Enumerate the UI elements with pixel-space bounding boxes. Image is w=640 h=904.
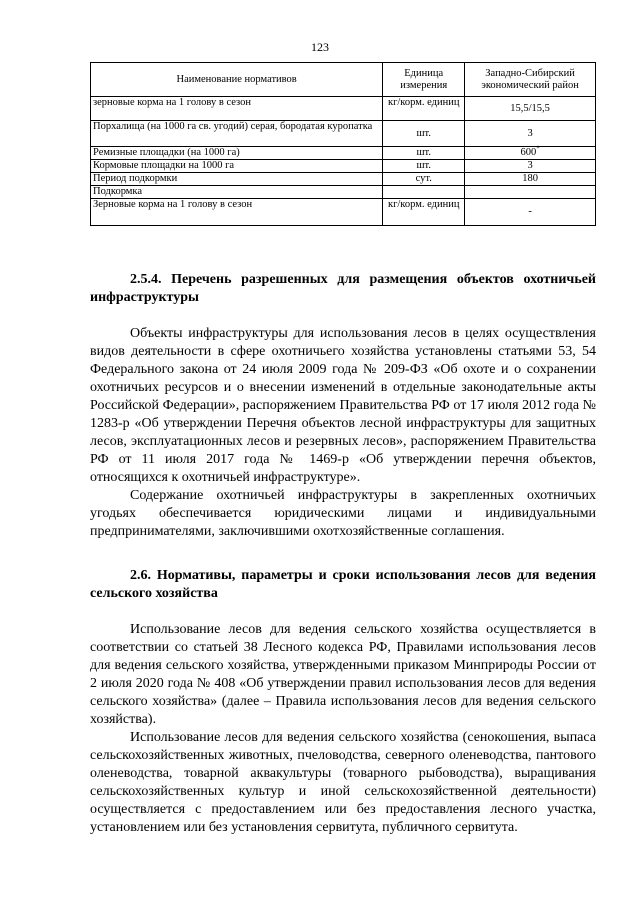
table-row — [91, 186, 596, 199]
norms-table — [90, 62, 596, 226]
cell-name: Период подкормки — [91, 173, 383, 186]
table-row — [91, 147, 596, 160]
header-unit: Единица измерения — [383, 63, 465, 97]
cell-unit: кг/корм. единиц — [383, 199, 465, 226]
section-2-6 — [90, 567, 596, 837]
section-heading: 2.6. Нормативы, параметры и сроки использования лесов для ведения сельского хозяйства — [90, 568, 596, 601]
cell-name: Порхалища (на 1000 га св. угодий) серая, бородатая куропатка — [91, 121, 383, 147]
header-name: Наименование нормативов — [91, 63, 383, 97]
section-2-5-4 — [90, 271, 596, 541]
table-header-row — [91, 63, 596, 97]
section-heading: 2.5.4. Перечень разрешенных для размещения объектов охотничьей инфраструктуры — [90, 272, 596, 305]
cell-value: 15,5/15,5 — [465, 97, 596, 121]
cell-name: Ремизные площадки (на 1000 га) — [91, 147, 383, 160]
table-row — [91, 121, 596, 147]
cell-unit: шт. — [383, 160, 465, 173]
table-row — [91, 199, 596, 226]
paragraph: Использование лесов для ведения сельского хозяйства осуществляется в соответствии со статьей 38 Лесного кодекса РФ, Правилами использования лесов для ведения сельского хозяйства, утвержденными приказом Минприроды России от 2 июля 2020 года № 408 «Об утверждении правил использования лесов для ведения сельского хозяйства» (далее – Правила использования лесов для ведения сельского хозяйства). — [90, 622, 596, 727]
cell-value: 180 — [465, 173, 596, 186]
paragraph: Содержание охотничьей инфраструктуры в закрепленных охотничьих угодьях обеспечивается юридическими лицами и индивидуальными предпринимателями, заключившими охотхозяйственные соглашения. — [90, 488, 596, 539]
cell-name: зерновые корма на 1 голову в сезон — [91, 97, 383, 121]
cell-value — [465, 186, 596, 199]
cell-name: Подкормка — [91, 186, 383, 199]
cell-value-text: 600 — [520, 147, 537, 158]
cell-value — [465, 144, 596, 160]
cell-unit: шт. — [383, 121, 465, 147]
cell-unit: сут. — [383, 173, 465, 186]
header-region: Западно-Сибирский экономический район — [465, 63, 596, 97]
cell-name: Зерновые корма на 1 голову в сезон — [91, 199, 383, 226]
table-row — [91, 173, 596, 186]
cell-value: 3 — [465, 121, 596, 147]
paragraph: Использование лесов для ведения сельского хозяйства (сенокошения, выпаса сельскохозяйственных животных, пчеловодства, северного оленеводства, пантового оленеводства, товарной аквакультуры (товарного рыбоводства), выращивания сельскохозяйственных культур и иной сельскохозяйственной деятельности) осуществляется с предоставлением или без предоставления лесного участка, установлением или без установления сервитута, публичного сервитута. — [90, 730, 596, 835]
paragraph: Объекты инфраструктуры для использования лесов в целях осуществления видов деятельности в сфере охотничьего хозяйства установлены статьями 53, 54 Федерального закона от 24 июля 2009 года № 209-ФЗ «Об охоте и о сохранении охотничьих ресурсов и о внесении изменений в отдельные законодательные акты Российской Федерации», распоряжением Правительства РФ от 17 июля 2012 года № 1283-р «Об утверждении Перечня объектов лесной инфраструктуры для защитных лесов, эксплуатационных лесов и резервных лесов», распоряжением Правительства РФ от 11 июля 2017 года № 1469-р «Об утверждении перечня объектов, относящихся к охотничьей инфраструктуре». — [90, 326, 596, 485]
cell-value: - — [465, 199, 596, 226]
cell-unit — [383, 186, 465, 199]
cell-name: Кормовые площадки на 1000 га — [91, 160, 383, 173]
cell-unit: шт. — [383, 147, 465, 160]
table-row — [91, 160, 596, 173]
cell-value: 3 — [465, 160, 596, 173]
footnote-mark: * — [536, 144, 540, 153]
table-row — [91, 97, 596, 121]
cell-unit: кг/корм. единиц — [383, 97, 465, 121]
page-number: 123 — [311, 40, 329, 54]
